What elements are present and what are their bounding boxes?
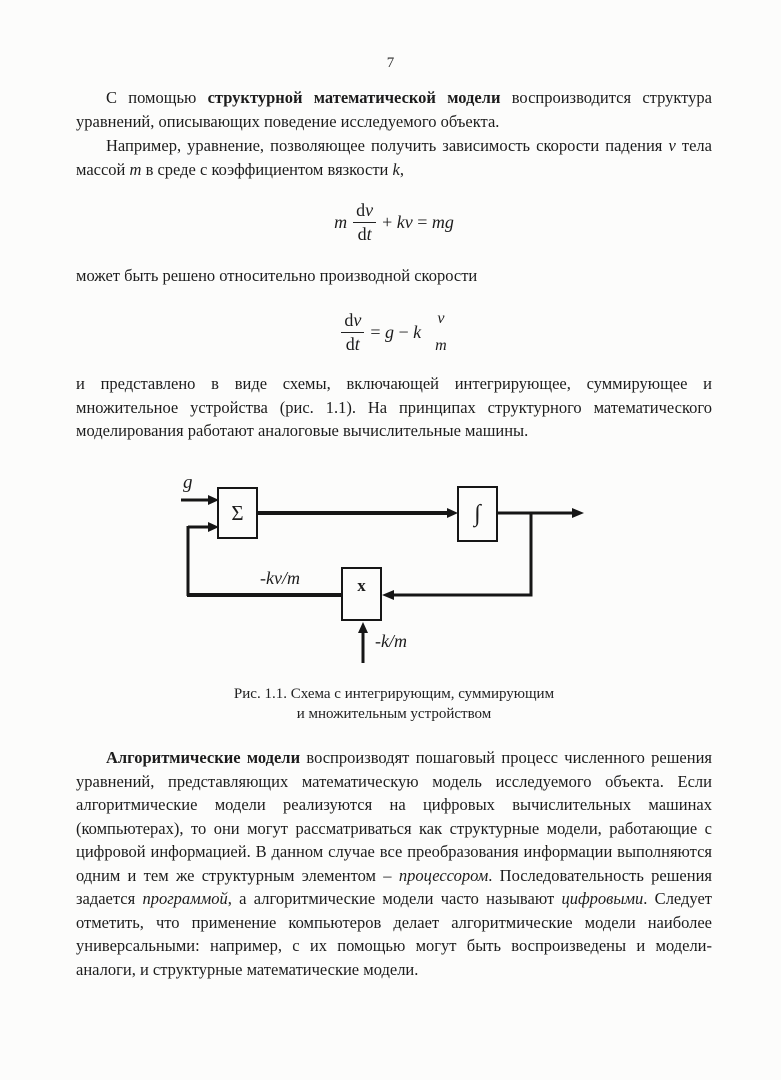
input-g-label: g <box>183 472 193 493</box>
feedback-signal-label: -kv/m <box>260 568 300 588</box>
figure-caption-line1: Рис. 1.1. Схема с интегрирующим, суммирующим <box>233 686 555 702</box>
equation-rest: + kv = mg <box>382 211 454 232</box>
equation-motion <box>76 196 712 248</box>
integrator-output-arrow <box>498 508 584 518</box>
fraction-numerator: dv <box>353 200 376 223</box>
stack-denominator: m <box>435 336 447 354</box>
paragraph-example-equation: Например, уравнение, позволяющее получить зависимость скорости падения v тела массой m в среде с коэффициентом вязкости k, <box>76 136 712 179</box>
stack-numerator: v <box>437 309 445 327</box>
integrator-symbol: ∫ <box>474 500 481 527</box>
sum-to-integrator-arrow <box>258 508 458 518</box>
paragraph-algorithmic-models: Алгоритмические модели воспроизводят пошаговый процесс численного решения уравнений, представляющих математическую модель исследуемого объекта. Если алгоритмические модели реализуются на цифровых вычислительных машинах (компьютерах), то они могут рассматриваться как структурные модели, работающие с цифровой информацией. В данном случае все преобразования информации выполняются одним и тем же структурным элементом – процессором. Последовательность решения задается программой, а алгоритмические модели часто называют цифровыми. Следует отметить, что применение компьютеров делает алгоритмические модели наиболее универсальными: например, с их помощью могут быть воспроизведены и модели-аналоги, и структурные математические модели. <box>76 748 712 979</box>
multiplier-symbol: x <box>357 576 366 595</box>
fraction-denominator: dt <box>357 223 372 244</box>
figure-1-1-diagram <box>0 465 781 675</box>
paragraph-solved-for-derivative: может быть решено относительно производной скорости <box>76 266 478 285</box>
page-number: 7 <box>386 55 395 71</box>
paragraph-scheme-description: и представлено в виде схемы, включающей интегрирующее, суммирующее и множительное устройства (рис. 1.1). На принципах структурного математического моделирования работают аналоговые вычислительные машины. <box>76 374 712 440</box>
fraction-numerator: dv <box>341 310 364 333</box>
derivative-fraction <box>341 310 364 354</box>
derivative-fraction <box>353 200 376 244</box>
summator-symbol: Σ <box>231 500 244 525</box>
v-over-m-stack <box>435 311 447 354</box>
equation-derivative-form <box>76 303 712 361</box>
feedback-input-arrow <box>188 522 219 532</box>
g-input-arrow <box>181 495 219 505</box>
equation-rest: = g − k <box>370 321 422 342</box>
paragraph-structural-model: С помощью структурной математической модели воспроизводится структура уравнений, описывающих поведение исследуемого объекта. <box>76 88 712 131</box>
equation-coefficient: m <box>334 211 348 232</box>
gain-input-arrow <box>358 622 368 663</box>
gain-signal-label: -k/m <box>375 631 407 651</box>
fraction-denominator: dt <box>345 333 360 354</box>
figure-caption-line2: и множительным устройством <box>296 705 492 722</box>
integrator-block <box>457 486 498 542</box>
multiplier-block <box>341 567 382 621</box>
figure-caption <box>76 685 712 724</box>
summator-block <box>217 487 258 539</box>
